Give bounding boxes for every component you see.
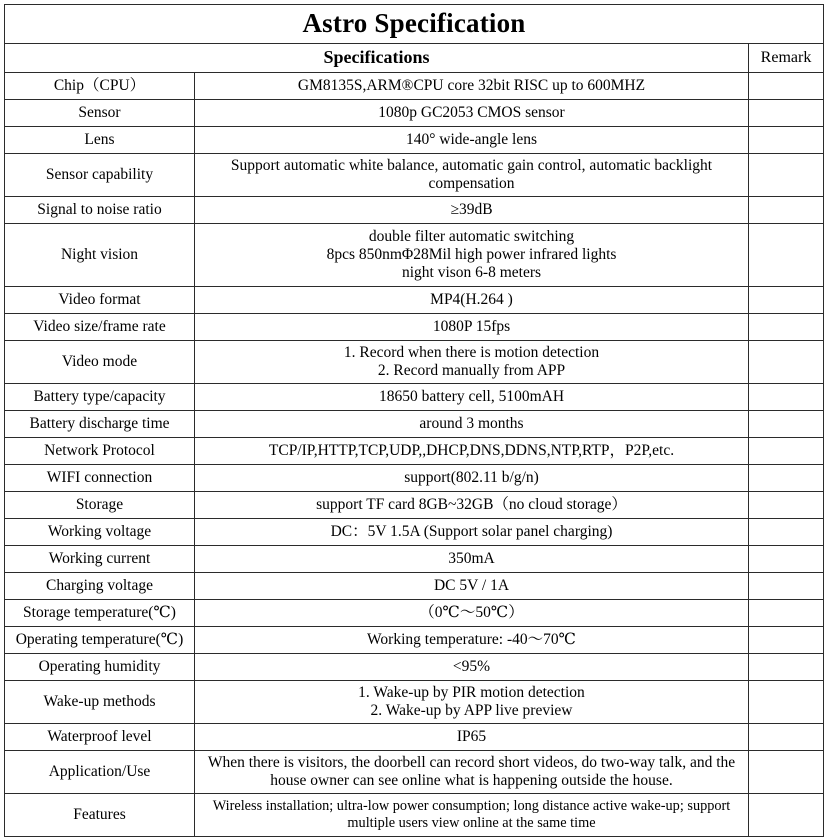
title-row xyxy=(5,5,824,44)
row-label: Working voltage xyxy=(5,519,195,546)
row-value-line: Wireless installation; ultra-low power consumption; long distance active wake-up; support xyxy=(212,798,731,815)
row-label: Storage temperature(℃) xyxy=(5,600,195,627)
row-remark xyxy=(749,794,824,837)
row-label: Features xyxy=(5,794,195,837)
table-row xyxy=(5,724,824,751)
row-value xyxy=(195,600,749,627)
table-row xyxy=(5,546,824,573)
row-value-line: Working temperature: -40〜70℃ xyxy=(367,630,576,648)
row-remark xyxy=(749,681,824,724)
row-remark xyxy=(749,127,824,154)
row-value xyxy=(195,751,749,794)
row-value xyxy=(195,654,749,681)
row-remark xyxy=(749,654,824,681)
row-remark xyxy=(749,197,824,224)
row-remark xyxy=(749,411,824,438)
table-row xyxy=(5,100,824,127)
row-remark xyxy=(749,438,824,465)
row-remark xyxy=(749,100,824,127)
table-row xyxy=(5,73,824,100)
row-value xyxy=(195,384,749,411)
row-value-line: compensation xyxy=(428,175,515,192)
row-value-line: （0℃〜50℃） xyxy=(419,603,524,621)
row-value xyxy=(195,197,749,224)
row-value-line: 1080p GC2053 CMOS sensor xyxy=(378,103,565,121)
row-value-line: 8pcs 850nmΦ28Mil high power infrared lights xyxy=(326,245,617,263)
row-value-line: 1080P 15fps xyxy=(432,317,511,335)
row-value-line: 2. Record manually from APP xyxy=(377,362,566,379)
row-label: Network Protocol xyxy=(5,438,195,465)
page-title: Astro Specification xyxy=(5,5,824,44)
table-row xyxy=(5,465,824,492)
table-row xyxy=(5,341,824,384)
row-label: Lens xyxy=(5,127,195,154)
row-remark xyxy=(749,341,824,384)
row-label: Waterproof level xyxy=(5,724,195,751)
row-value-line: 2. Wake-up by APP live preview xyxy=(370,702,573,719)
row-remark xyxy=(749,546,824,573)
row-remark xyxy=(749,287,824,314)
row-value xyxy=(195,681,749,724)
row-label: Operating humidity xyxy=(5,654,195,681)
table-row xyxy=(5,314,824,341)
row-value-line: 1. Record when there is motion detection xyxy=(343,343,600,361)
row-label: Sensor capability xyxy=(5,154,195,197)
row-label: Working current xyxy=(5,546,195,573)
row-value xyxy=(195,627,749,654)
table-row xyxy=(5,224,824,287)
row-value-line: DC 5V / 1A xyxy=(433,576,510,594)
row-value xyxy=(195,314,749,341)
row-label: WIFI connection xyxy=(5,465,195,492)
row-remark xyxy=(749,224,824,287)
table-row xyxy=(5,794,824,837)
table-row xyxy=(5,627,824,654)
row-value xyxy=(195,287,749,314)
row-value xyxy=(195,438,749,465)
row-value-line: 18650 battery cell, 5100mAH xyxy=(378,387,565,405)
row-value-line: house owner can see online what is happening outside the house. xyxy=(270,772,673,789)
row-value xyxy=(195,519,749,546)
row-value xyxy=(195,465,749,492)
table-row xyxy=(5,600,824,627)
row-value-line: <95% xyxy=(452,657,491,675)
row-value-line: multiple users view online at the same time xyxy=(347,815,596,831)
row-remark xyxy=(749,73,824,100)
row-value-line: ≥39dB xyxy=(450,200,493,218)
specification-table xyxy=(4,4,824,837)
row-value-line: around 3 months xyxy=(419,414,524,432)
row-label: Video size/frame rate xyxy=(5,314,195,341)
table-body xyxy=(5,5,824,837)
row-value-line: 140° wide-angle lens xyxy=(405,130,538,148)
row-value-line: When there is visitors, the doorbell can record short videos, do two-way talk, and the xyxy=(207,753,736,771)
row-label: Video mode xyxy=(5,341,195,384)
row-value-line: night vison 6-8 meters xyxy=(401,264,542,282)
row-value xyxy=(195,224,749,287)
row-value-line: TCP/IP,HTTP,TCP,UDP,,DHCP,DNS,DDNS,NTP,RTP，P2P,etc. xyxy=(268,441,675,459)
row-value xyxy=(195,127,749,154)
row-label: Sensor xyxy=(5,100,195,127)
row-value xyxy=(195,411,749,438)
row-remark xyxy=(749,492,824,519)
row-remark xyxy=(749,600,824,627)
table-row xyxy=(5,384,824,411)
row-value-line: double filter automatic switching xyxy=(368,227,575,245)
column-header-specifications: Specifications xyxy=(5,44,749,73)
row-remark xyxy=(749,314,824,341)
table-row xyxy=(5,411,824,438)
table-row xyxy=(5,751,824,794)
row-value xyxy=(195,154,749,197)
row-value-line: IP65 xyxy=(456,727,487,745)
row-remark xyxy=(749,573,824,600)
row-label: Application/Use xyxy=(5,751,195,794)
table-row xyxy=(5,519,824,546)
row-label: Video format xyxy=(5,287,195,314)
row-label: Wake-up methods xyxy=(5,681,195,724)
row-value-line: MP4(H.264 ) xyxy=(430,290,513,308)
table-row xyxy=(5,154,824,197)
row-remark xyxy=(749,519,824,546)
row-label: Battery type/capacity xyxy=(5,384,195,411)
row-value xyxy=(195,492,749,519)
row-remark xyxy=(749,724,824,751)
row-remark xyxy=(749,751,824,794)
row-label: Signal to noise ratio xyxy=(5,197,195,224)
row-value xyxy=(195,573,749,600)
row-value xyxy=(195,73,749,100)
row-value-line: DC：5V 1.5A (Support solar panel charging) xyxy=(330,522,613,540)
row-remark xyxy=(749,384,824,411)
row-remark xyxy=(749,627,824,654)
column-header-remark: Remark xyxy=(749,44,824,73)
row-remark xyxy=(749,465,824,492)
row-label: Operating temperature(℃) xyxy=(5,627,195,654)
row-value-line: Support automatic white balance, automatic gain control, automatic backlight xyxy=(230,156,713,174)
table-row xyxy=(5,197,824,224)
row-value xyxy=(195,794,749,837)
row-value xyxy=(195,100,749,127)
row-value xyxy=(195,546,749,573)
row-remark xyxy=(749,154,824,197)
table-row xyxy=(5,287,824,314)
row-value-line: support(802.11 b/g/n) xyxy=(404,468,539,486)
table-row xyxy=(5,681,824,724)
table-row xyxy=(5,573,824,600)
row-value-line: 1. Wake-up by PIR motion detection xyxy=(358,683,585,701)
row-value xyxy=(195,724,749,751)
row-label: Storage xyxy=(5,492,195,519)
row-value-line: support TF card 8GB~32GB（no cloud storage） xyxy=(316,495,627,513)
table-row xyxy=(5,654,824,681)
table-row xyxy=(5,438,824,465)
row-value-line: GM8135S,ARM®CPU core 32bit RISC up to 600MHZ xyxy=(297,76,646,94)
table-row xyxy=(5,492,824,519)
header-row xyxy=(5,44,824,73)
row-label: Battery discharge time xyxy=(5,411,195,438)
row-value xyxy=(195,341,749,384)
row-value-line: 350mA xyxy=(448,549,495,567)
row-label: Chip（CPU） xyxy=(5,73,195,100)
table-row xyxy=(5,127,824,154)
row-label: Charging voltage xyxy=(5,573,195,600)
row-label: Night vision xyxy=(5,224,195,287)
